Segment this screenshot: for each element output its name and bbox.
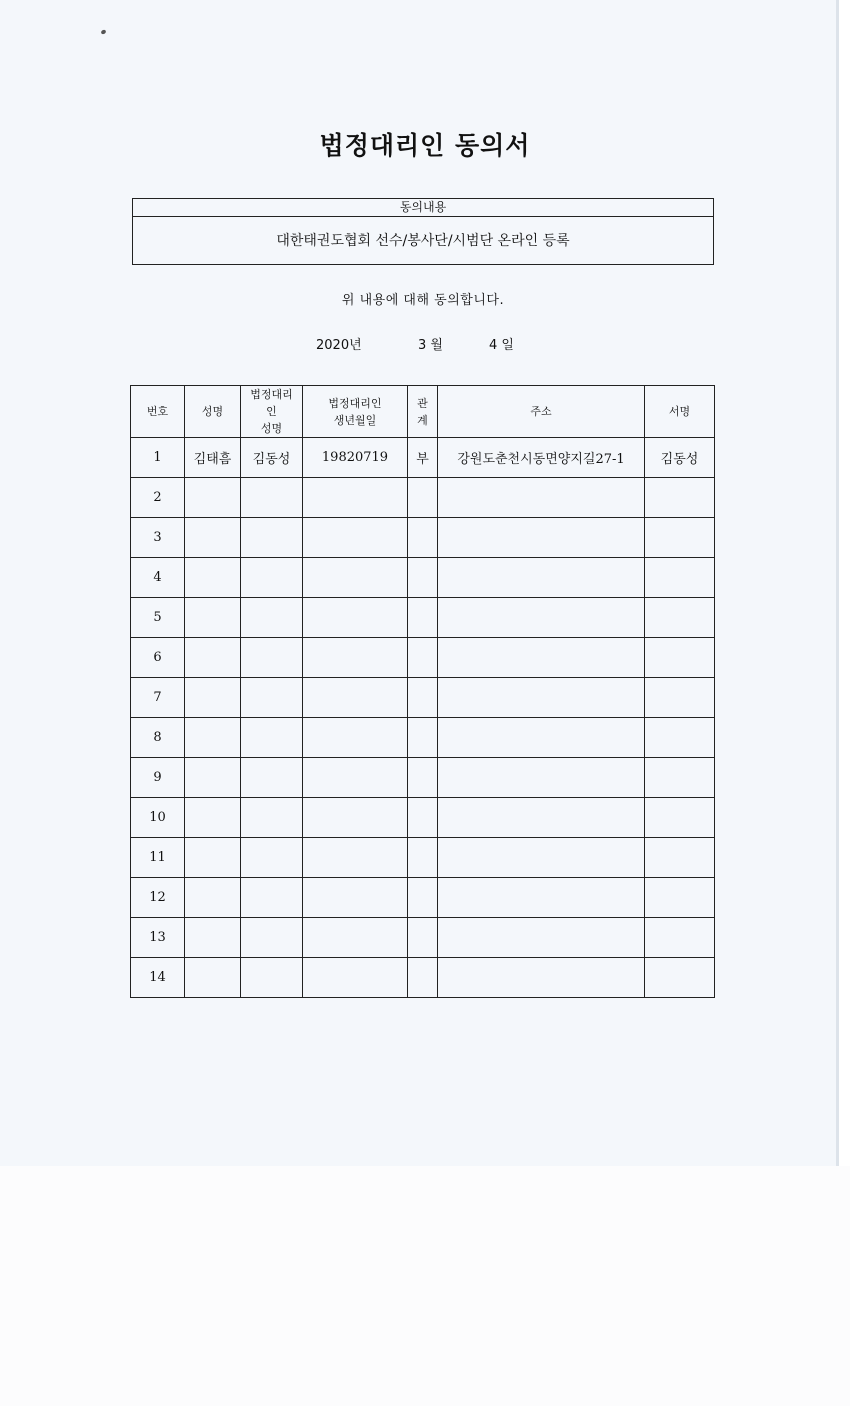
cell-address <box>438 918 645 958</box>
cell-address: 강원도춘천시동면양지길27-1 <box>438 438 645 478</box>
cell-number: 4 <box>131 558 185 598</box>
cell-relation: 부 <box>408 438 438 478</box>
cell-guardian-birth <box>303 598 408 638</box>
cell-name <box>185 598 241 638</box>
cell-name <box>185 838 241 878</box>
header-no <box>131 386 185 438</box>
cell-relation <box>408 758 438 798</box>
cell-address <box>438 638 645 678</box>
cell-address <box>438 598 645 638</box>
cell-name <box>185 478 241 518</box>
cell-address <box>438 878 645 918</box>
header-address <box>438 386 645 438</box>
table-row <box>131 718 715 758</box>
cell-name <box>185 678 241 718</box>
cell-relation <box>408 678 438 718</box>
cell-number: 8 <box>131 718 185 758</box>
cell-guardian-name <box>241 798 303 838</box>
cell-guardian-birth <box>303 838 408 878</box>
table-row <box>131 798 715 838</box>
cell-guardian-name: 김동성 <box>241 438 303 478</box>
header-address-label: 주소 <box>530 405 552 418</box>
cell-guardian-birth: 19820719 <box>303 438 408 478</box>
header-guardian-birth-label: 법정대리인 생년월일 <box>328 396 382 427</box>
cell-name <box>185 798 241 838</box>
cell-guardian-birth <box>303 758 408 798</box>
cell-guardian-name <box>241 678 303 718</box>
cell-guardian-name <box>241 638 303 678</box>
header-relation <box>408 386 438 438</box>
cell-relation <box>408 718 438 758</box>
cell-relation <box>408 798 438 838</box>
cell-signature <box>645 558 715 598</box>
paper-edge <box>836 0 839 1166</box>
cell-name <box>185 958 241 998</box>
cell-signature <box>645 678 715 718</box>
table-row <box>131 478 715 518</box>
cell-signature <box>645 918 715 958</box>
cell-signature <box>645 518 715 558</box>
cell-name <box>185 518 241 558</box>
cell-guardian-birth <box>303 918 408 958</box>
cell-name: 김태흠 <box>185 438 241 478</box>
table-row <box>131 678 715 718</box>
cell-guardian-birth <box>303 958 408 998</box>
cell-address <box>438 558 645 598</box>
table-header-row <box>131 386 715 438</box>
cell-number: 5 <box>131 598 185 638</box>
cell-address <box>438 958 645 998</box>
date-day: 4 일 <box>489 338 514 353</box>
cell-address <box>438 518 645 558</box>
table-row <box>131 558 715 598</box>
cell-guardian-name <box>241 918 303 958</box>
date-year: 2020년 <box>316 338 362 353</box>
cell-guardian-name <box>241 598 303 638</box>
date-month: 3 월 <box>418 338 443 353</box>
cell-number: 11 <box>131 838 185 878</box>
cell-guardian-birth <box>303 478 408 518</box>
cell-relation <box>408 478 438 518</box>
cell-guardian-birth <box>303 718 408 758</box>
cell-guardian-birth <box>303 638 408 678</box>
cell-signature <box>645 878 715 918</box>
consent-box <box>132 198 714 265</box>
guardian-table <box>130 385 715 998</box>
cell-signature <box>645 478 715 518</box>
cell-signature <box>645 638 715 678</box>
cell-signature <box>645 718 715 758</box>
cell-address <box>438 478 645 518</box>
table-row <box>131 918 715 958</box>
agree-statement: 위 내용에 대해 동의합니다. <box>341 293 505 308</box>
header-signature <box>645 386 715 438</box>
cell-number: 6 <box>131 638 185 678</box>
cell-relation <box>408 638 438 678</box>
cell-relation <box>408 598 438 638</box>
cell-number: 7 <box>131 678 185 718</box>
cell-number: 12 <box>131 878 185 918</box>
cell-number: 2 <box>131 478 185 518</box>
cell-guardian-name <box>241 878 303 918</box>
cell-guardian-birth <box>303 878 408 918</box>
cell-signature <box>645 598 715 638</box>
cell-name <box>185 918 241 958</box>
cell-number: 10 <box>131 798 185 838</box>
header-name <box>185 386 241 438</box>
scan-margin <box>0 1166 850 1406</box>
table-row <box>131 958 715 998</box>
cell-name <box>185 878 241 918</box>
cell-guardian-birth <box>303 798 408 838</box>
cell-guardian-name <box>241 758 303 798</box>
cell-signature <box>645 758 715 798</box>
cell-signature <box>645 958 715 998</box>
cell-signature <box>645 838 715 878</box>
header-guardian-name-label: 법정대리 인 성명 <box>250 388 293 435</box>
header-signature-label: 서명 <box>668 405 691 418</box>
cell-number: 14 <box>131 958 185 998</box>
cell-relation <box>408 958 438 998</box>
cell-name <box>185 558 241 598</box>
cell-guardian-name <box>241 518 303 558</box>
table-row <box>131 878 715 918</box>
cell-name <box>185 718 241 758</box>
table-row <box>131 598 715 638</box>
cell-relation <box>408 558 438 598</box>
cell-guardian-birth <box>303 558 408 598</box>
cell-address <box>438 678 645 718</box>
cell-name <box>185 758 241 798</box>
cell-number: 1 <box>131 438 185 478</box>
cell-name <box>185 638 241 678</box>
cell-address <box>438 718 645 758</box>
table-row <box>131 438 715 478</box>
cell-number: 3 <box>131 518 185 558</box>
table-row <box>131 518 715 558</box>
cell-relation <box>408 878 438 918</box>
cell-guardian-name <box>241 838 303 878</box>
table-row <box>131 638 715 678</box>
header-no-label: 번호 <box>146 405 169 418</box>
cell-relation <box>408 918 438 958</box>
header-guardian-name <box>241 386 303 438</box>
table-row <box>131 758 715 798</box>
header-name-label: 성명 <box>201 405 224 418</box>
cell-guardian-birth <box>303 678 408 718</box>
cell-address <box>438 838 645 878</box>
cell-address <box>438 798 645 838</box>
cell-number: 9 <box>131 758 185 798</box>
cell-relation <box>408 838 438 878</box>
cell-guardian-birth <box>303 518 408 558</box>
cell-relation <box>408 518 438 558</box>
consent-header: 동의내용 <box>133 199 713 217</box>
cell-guardian-name <box>241 958 303 998</box>
consent-text: 대한태권도협회 선수/봉사단/시범단 온라인 등록 <box>276 233 570 249</box>
cell-signature: 김동성 <box>645 438 715 478</box>
header-guardian-birth <box>303 386 408 438</box>
cell-guardian-name <box>241 478 303 518</box>
cell-guardian-name <box>241 558 303 598</box>
document-title: 법정대리인 동의서 <box>319 131 531 160</box>
cell-guardian-name <box>241 718 303 758</box>
table-row <box>131 838 715 878</box>
header-relation-label: 관 계 <box>417 396 428 427</box>
cell-signature <box>645 798 715 838</box>
cell-address <box>438 758 645 798</box>
cell-number: 13 <box>131 918 185 958</box>
